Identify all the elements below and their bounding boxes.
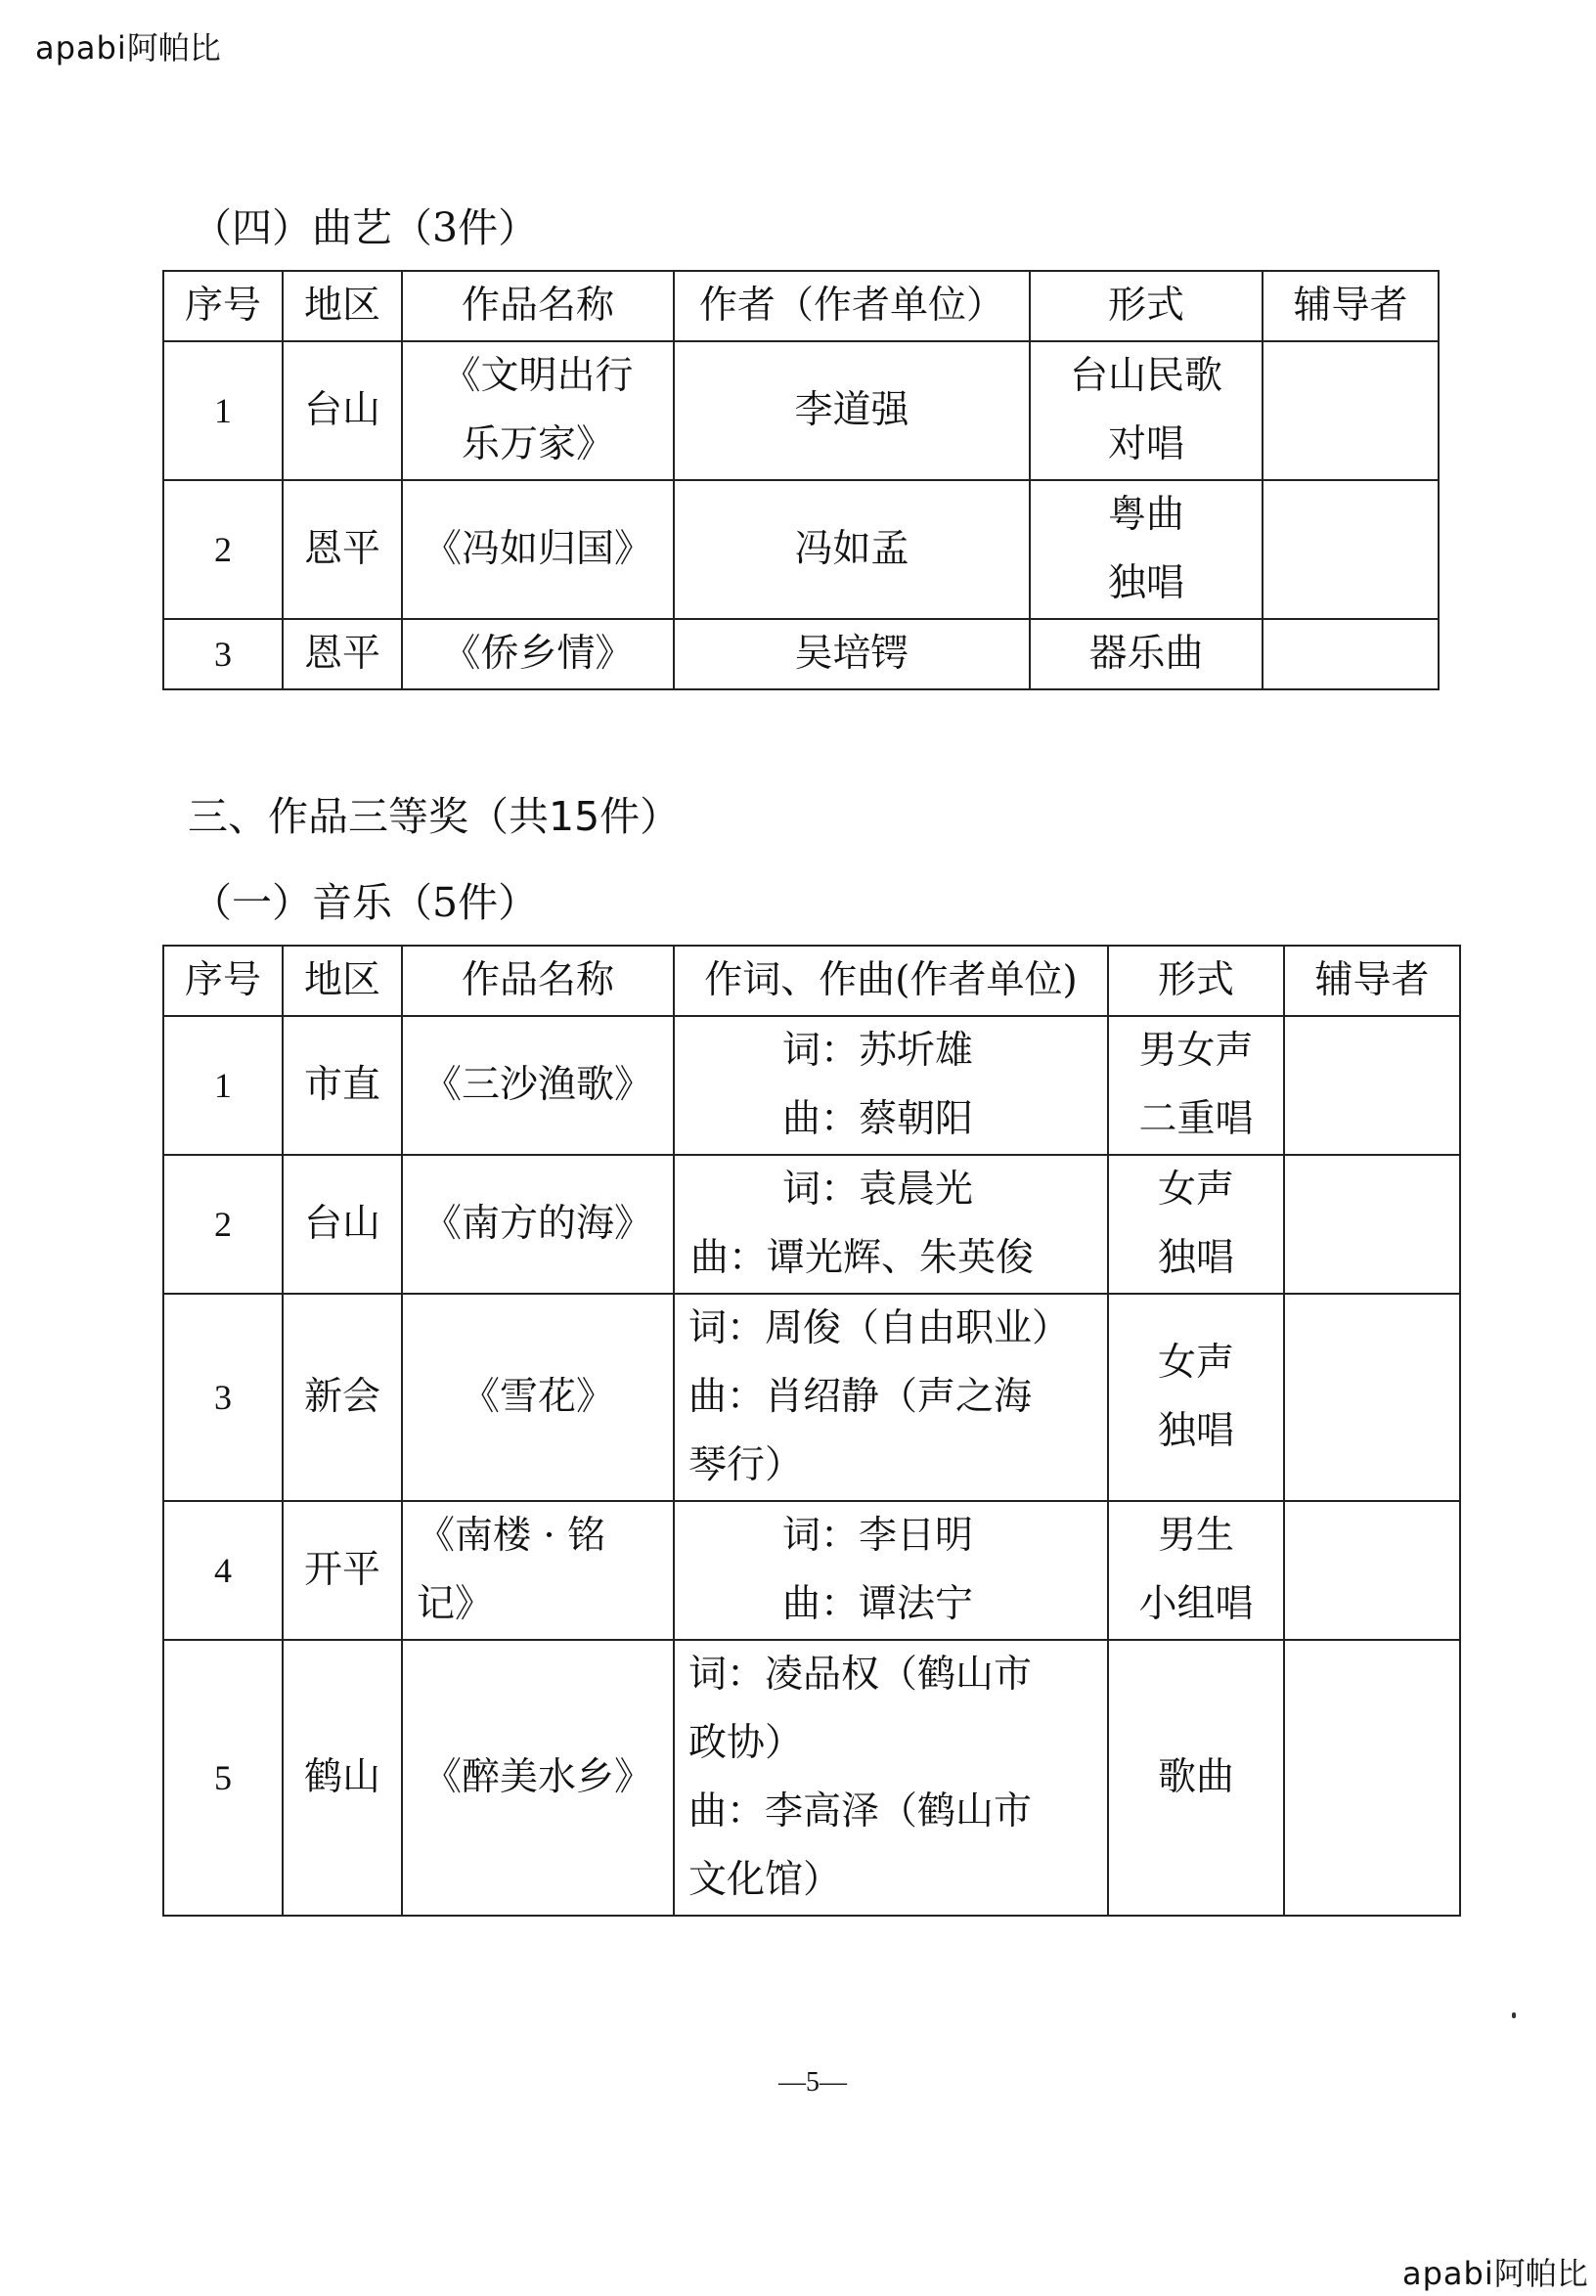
cell-region: 恩平 [283, 619, 402, 689]
logo-cn: 阿帕比 [1493, 2255, 1588, 2292]
cell-region: 恩平 [283, 480, 402, 619]
table-row [163, 1155, 1460, 1294]
section-heading-third-prize: 三、作品三等奖（共15件） [188, 793, 681, 840]
form-line: 对唱 [1107, 422, 1184, 466]
credit-line: 词：李日明 [782, 1514, 974, 1558]
cell-no: 3 [163, 619, 283, 689]
form-line: 女声 [1157, 1341, 1234, 1385]
header-cell-mentor: 辅导者 [1263, 271, 1439, 341]
cell-author: 冯如孟 [674, 480, 1030, 619]
work-line: 《醉美水乡》 [422, 1755, 652, 1799]
form-line: 独唱 [1157, 1236, 1234, 1280]
header-cell-no: 序号 [163, 271, 283, 341]
table-header-row [163, 946, 1460, 1016]
work-line: 记》 [417, 1582, 494, 1626]
apabi-logo-bottom [1402, 2249, 1588, 2294]
work-line: 《文明出行 [442, 354, 634, 398]
header-cell-author: 作者（作者单位） [674, 271, 1030, 341]
cell-form [1108, 1155, 1284, 1294]
scan-speck [1512, 2012, 1516, 2018]
cell-credits [674, 1016, 1108, 1155]
cell-mentor [1284, 1294, 1460, 1501]
cell-credits [674, 1640, 1108, 1916]
work-line: 《冯如归国》 [422, 527, 652, 571]
cell-region: 新会 [283, 1294, 402, 1501]
quyi-table [162, 270, 1440, 690]
header-cell-region: 地区 [283, 946, 402, 1016]
cell-author: 李道强 [674, 341, 1030, 480]
header-cell-mentor: 辅导者 [1284, 946, 1460, 1016]
cell-region: 台山 [283, 341, 402, 480]
credit-line: 琴行） [688, 1443, 804, 1487]
form-line: 台山民歌 [1069, 354, 1222, 398]
header-cell-region: 地区 [283, 271, 402, 341]
credit-line: 词：凌品权（鹤山市 [688, 1653, 1033, 1697]
logo-latin: apabi [35, 29, 127, 66]
credit-line: 词：袁晨光 [782, 1168, 974, 1212]
header-cell-form: 形式 [1030, 271, 1263, 341]
cell-no: 1 [163, 341, 283, 480]
table-row [163, 341, 1439, 480]
cell-work [402, 1294, 674, 1501]
cell-credits [674, 1501, 1108, 1640]
cell-work [402, 619, 674, 689]
cell-mentor [1284, 1640, 1460, 1916]
form-line: 歌曲 [1157, 1755, 1234, 1799]
cell-region: 市直 [283, 1016, 402, 1155]
cell-mentor [1263, 480, 1439, 619]
cell-form [1030, 619, 1263, 689]
cell-work [402, 480, 674, 619]
table-row [163, 1501, 1460, 1640]
header-cell-no: 序号 [163, 946, 283, 1016]
form-line: 男女声 [1138, 1029, 1254, 1073]
work-line: 乐万家》 [461, 422, 614, 466]
header-cell-credits: 作词、作曲(作者单位) [674, 946, 1108, 1016]
credit-line: 文化馆） [688, 1858, 842, 1902]
apabi-logo-top [35, 23, 221, 68]
cell-work [402, 1155, 674, 1294]
cell-form [1030, 341, 1263, 480]
form-line: 男生 [1157, 1514, 1234, 1558]
cell-author: 吴培锷 [674, 619, 1030, 689]
section-heading-music: （一）音乐（5件） [192, 879, 539, 926]
table-row [163, 480, 1439, 619]
cell-no: 2 [163, 1155, 283, 1294]
work-line: 《侨乡情》 [442, 632, 634, 676]
cell-work [402, 1016, 674, 1155]
cell-mentor [1263, 341, 1439, 480]
cell-mentor [1284, 1501, 1460, 1640]
work-line: 《南方的海》 [422, 1202, 652, 1246]
cell-credits [674, 1294, 1108, 1501]
cell-work [402, 341, 674, 480]
work-line: 《三沙渔歌》 [422, 1063, 652, 1107]
cell-work [402, 1501, 674, 1640]
table-row [163, 1640, 1460, 1916]
logo-latin: apabi [1402, 2255, 1494, 2292]
credit-line: 曲：谭光辉、朱英俊 [690, 1236, 1035, 1280]
cell-no: 2 [163, 480, 283, 619]
cell-work [402, 1640, 674, 1916]
credit-line: 词：周俊（自由职业） [688, 1306, 1071, 1350]
table-header-row [163, 271, 1439, 341]
cell-form [1030, 480, 1263, 619]
credit-line: 曲：谭法宁 [782, 1582, 974, 1626]
table-row [163, 1294, 1460, 1501]
cell-form [1108, 1640, 1284, 1916]
table-row [163, 1016, 1460, 1155]
work-line: 《南楼 · 铭 [417, 1514, 606, 1558]
header-cell-work: 作品名称 [402, 946, 674, 1016]
credit-line: 曲：蔡朝阳 [782, 1097, 974, 1141]
music-table [162, 945, 1461, 1917]
cell-mentor [1284, 1016, 1460, 1155]
cell-no: 4 [163, 1501, 283, 1640]
form-line: 女声 [1157, 1168, 1234, 1212]
cell-region: 台山 [283, 1155, 402, 1294]
cell-form [1108, 1501, 1284, 1640]
cell-form [1108, 1016, 1284, 1155]
cell-no: 3 [163, 1294, 283, 1501]
section-heading-quyi: （四）曲艺（3件） [192, 204, 539, 251]
credit-line: 曲：肖绍静（声之海 [688, 1375, 1033, 1419]
credit-line: 曲：李高泽（鹤山市 [688, 1789, 1033, 1833]
work-line: 《雪花》 [461, 1375, 614, 1419]
cell-no: 1 [163, 1016, 283, 1155]
cell-credits [674, 1155, 1108, 1294]
credit-line: 政协） [688, 1721, 804, 1765]
header-cell-work: 作品名称 [402, 271, 674, 341]
form-line: 小组唱 [1138, 1582, 1254, 1626]
form-line: 粤曲 [1107, 493, 1184, 537]
credit-line: 词：苏圻雄 [782, 1029, 974, 1073]
form-line: 二重唱 [1138, 1097, 1254, 1141]
table-row [163, 619, 1439, 689]
cell-no: 5 [163, 1640, 283, 1916]
page-number: —5— [778, 2067, 847, 2097]
form-line: 器乐曲 [1088, 632, 1204, 676]
cell-region: 开平 [283, 1501, 402, 1640]
cell-mentor [1263, 619, 1439, 689]
cell-mentor [1284, 1155, 1460, 1294]
header-cell-form: 形式 [1108, 946, 1284, 1016]
form-line: 独唱 [1157, 1409, 1234, 1453]
logo-cn: 阿帕比 [126, 29, 221, 66]
form-line: 独唱 [1107, 561, 1184, 605]
cell-form [1108, 1294, 1284, 1501]
cell-region: 鹤山 [283, 1640, 402, 1916]
